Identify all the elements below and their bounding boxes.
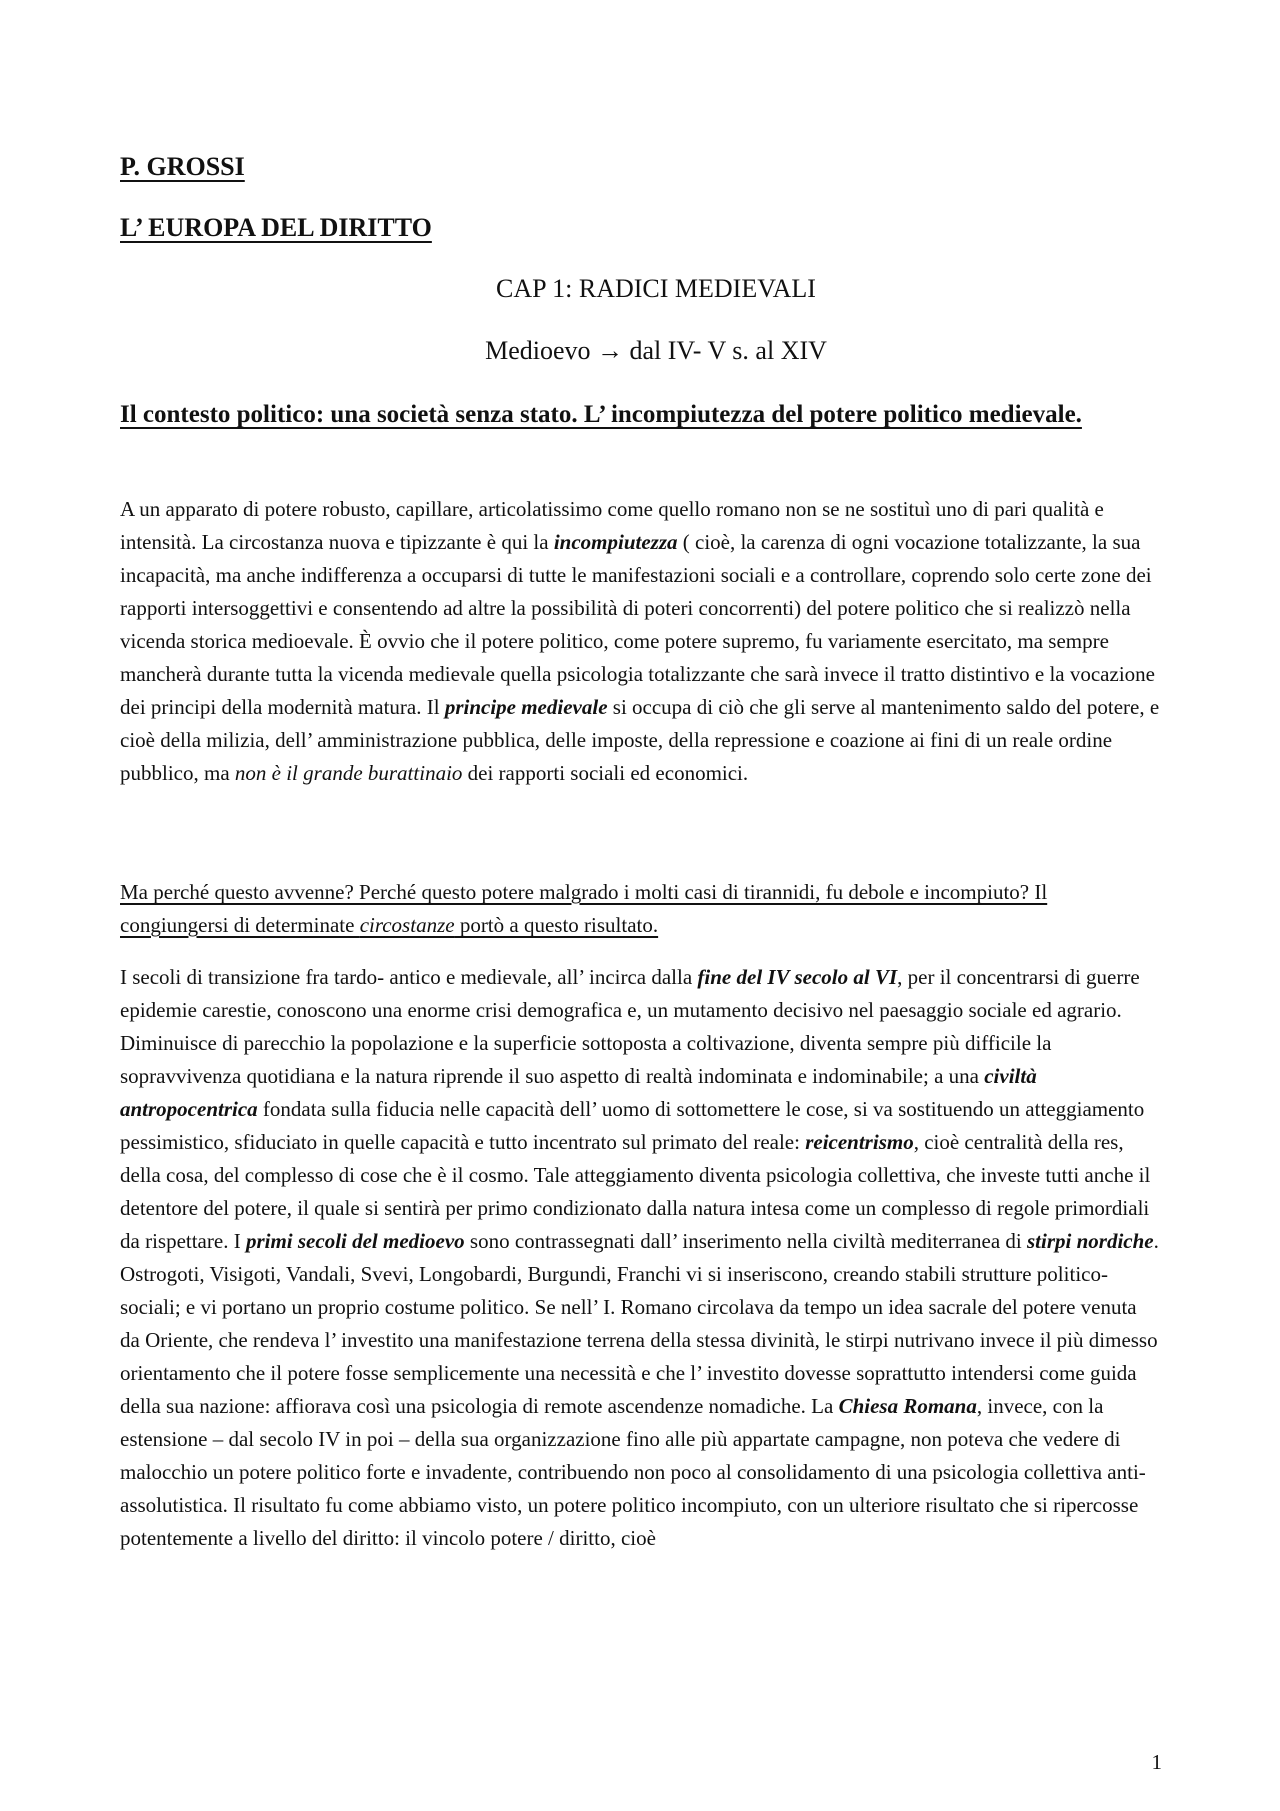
- emphasis-term: fine del IV secolo al VI: [697, 965, 898, 989]
- chapter-title: CAP 1: RADICI MEDIEVALI: [496, 274, 816, 303]
- paragraph-3: [120, 961, 1160, 1555]
- paragraph-text: si occupa di ciò che gli serve al mantenimento saldo del potere, e cioè della milizia, dell’ amministrazione pubblica, delle imposte, della repressione e coazione ai fini di un reale ordine pubblico, ma: [120, 695, 1160, 785]
- italic-phrase: non è il grande burattinaio: [234, 761, 463, 785]
- paragraph-1: [120, 493, 1160, 790]
- paragraph-text: , invece, con la estensione – dal secolo IV in poi – della sua organizzazione fino alle più appartate campagne, non poteva che vedere di malocchio un potere politico forte e invadente, contribuendo non poco al consolidamento di una psicologia collettiva anti- assolutistica. Il risultato fu come abbiamo visto, un potere politico incompiuto, con un ulteriore risultato che si ripercosse potentemente a livello del diritto: il vincolo potere / diritto, cioè: [120, 1394, 1146, 1550]
- emphasis-term: principe medievale: [444, 695, 608, 719]
- paragraph-text: Ma perché questo avvenne? Perché questo potere malgrado i molti casi di tirannidi, fu debole e incompiuto? Il congiungersi di determinate: [120, 880, 1048, 937]
- author-heading: P. GROSSI: [120, 152, 245, 181]
- emphasis-term: civiltà antropocentrica: [120, 1064, 1037, 1121]
- paragraph-text: , per il concentrarsi di guerre epidemie carestie, conoscono una enorme crisi demografica e, un mutamento decisivo nel paesaggio sociale ed agrario. Diminuisce di parecchio la popolazione e la superficie sottoposta a coltivazione, diventa sempre più difficile la sopravvivenza quotidiana e la natura riprende il suo aspetto di realtà indominata e indominabile; a una: [120, 965, 1140, 1088]
- paragraph-text: A un apparato di potere robusto, capillare, articolatissimo come quello romano non se ne sostituì uno di pari qualità e intensità. La circostanza nuova e tipizzante è qui la: [120, 497, 1104, 554]
- paragraph-text: , cioè centralità della res, della cosa, del complesso di cose che è il cosmo. Tale atteggiamento diventa psicologia collettiva, che investe tutti anche il detentore del potere, il quale si sentirà per primo condizionato dalla natura intesa come un complesso di regole primordiali da rispettare. I: [120, 1130, 1151, 1253]
- section-title: Il contesto politico: una società senza stato. L’ incompiutezza del potere politico medievale.: [120, 401, 1082, 428]
- paragraph-2-question: [120, 876, 1160, 942]
- paragraph-text: sono contrassegnati dall’ inserimento nella civiltà mediterranea di: [464, 1229, 1027, 1253]
- paragraph-text: portò a questo risultato.: [454, 913, 659, 937]
- paragraph-text: ( cioè, la carenza di ogni vocazione totalizzante, la sua incapacità, ma anche indifferenza a occuparsi di tutte le manifestazioni sociali e a controllare, coprendo solo certe zone dei rapporti intersoggettivi e consentendo ad altre la possibilità di poteri concorrenti) del potere politico che si realizzò nella vicenda storica medioevale. È ovvio che il potere politico, come potere supremo, fu variamente esercitato, ma sempre mancherà durante tutta la vicenda medievale quella psicologia totalizzante che sarà invece il tratto distintivo e la vocazione dei principi della modernità matura. Il: [120, 530, 1155, 719]
- emphasis-term: primi secoli del medioevo: [245, 1229, 465, 1253]
- paragraph-text: I secoli di transizione fra tardo- antico e medievale, all’ incirca dalla: [120, 965, 698, 989]
- emphasis-term: incompiutezza: [553, 530, 678, 554]
- period-subtitle: Medioevo → dal IV- V s. al XIV: [485, 336, 827, 365]
- emphasis-term: Chiesa Romana: [838, 1394, 977, 1418]
- paragraph-text: fondata sulla fiducia nelle capacità dell’ uomo di sottomettere le cose, si va sostituendo un atteggiamento pessimistico, sfiduciato in quelle capacità e tutto incentrato sul primato del reale:: [120, 1097, 1145, 1154]
- book-title-heading: L’ EUROPA DEL DIRITTO: [120, 213, 432, 242]
- page-number: 1: [1151, 1750, 1162, 1774]
- italic-phrase: circostanze: [359, 913, 455, 937]
- paragraph-text: . Ostrogoti, Visigoti, Vandali, Svevi, Longobardi, Burgundi, Franchi vi si inseriscono, creando stabili strutture politico- sociali; e vi portano un proprio costume politico. Se nell’ I. Romano circolava da tempo un idea sacrale del potere venuta da Oriente, che rendeva l’ investito una manifestazione terrena della stessa divinità, le stirpi nutrivano invece il più dimesso orientamento che il potere fosse semplicemente una necessità e che l’ investito dovesse soprattutto intendersi come guida della sua nazione: affiorava così una psicologia di remote ascendenze nomadiche. La: [120, 1229, 1159, 1418]
- emphasis-term: stirpi nordiche: [1027, 1229, 1154, 1253]
- paragraph-text: dei rapporti sociali ed economici.: [462, 761, 749, 785]
- emphasis-term: reicentrismo: [805, 1130, 914, 1154]
